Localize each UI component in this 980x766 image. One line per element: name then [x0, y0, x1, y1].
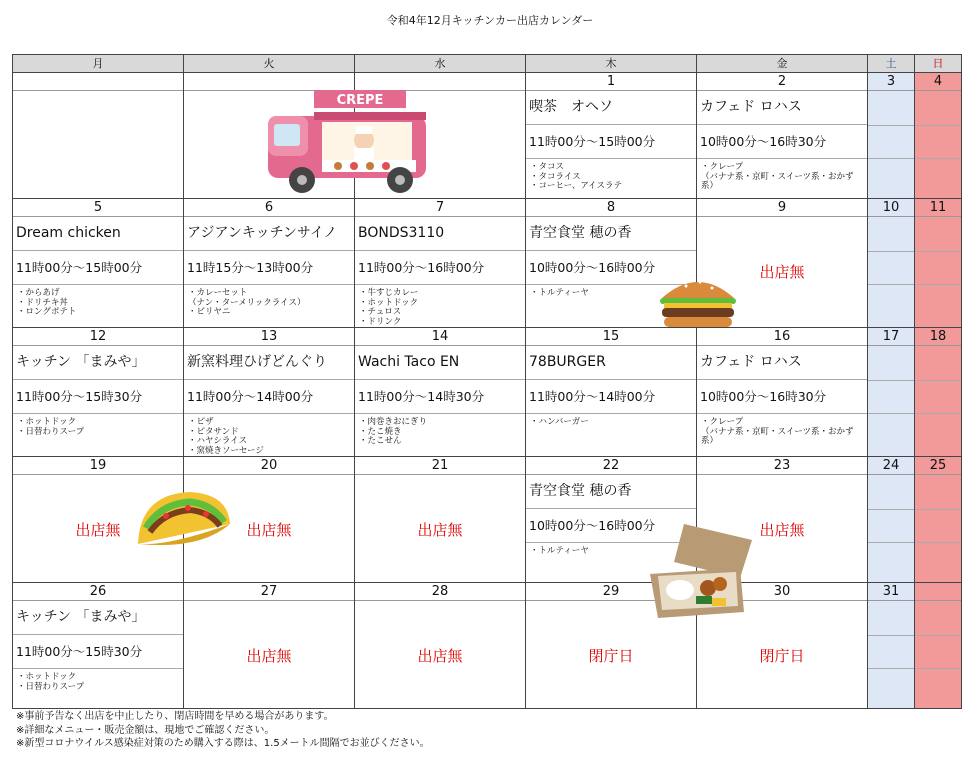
week-row [13, 328, 962, 457]
day-number: 10 [868, 199, 914, 217]
status-text: 出店無 [759, 263, 805, 281]
open-hours: 11時00分～16時00分 [355, 251, 525, 285]
open-hours: 11時00分～14時30分 [355, 380, 525, 414]
open-hours: 10時00分～16時00分 [526, 509, 696, 543]
day-cell [355, 583, 526, 709]
header-sun: 日 [915, 55, 962, 73]
open-hours: 10時00分～16時30分 [697, 125, 867, 159]
notes [16, 710, 430, 751]
status-text: 出店無 [75, 521, 121, 539]
shop-name: 新窯料理ひげどんぐり [184, 346, 354, 380]
day-cell [355, 328, 526, 457]
day-number: 29 [526, 583, 696, 601]
menu-list: ・ピザ ・ピタサンド ・ハヤシライス ・窯焼きソーセージ [188, 417, 264, 456]
menu-list: ・肉巻きおにぎり ・たこ焼き ・たこせん [359, 417, 428, 446]
day-cell [915, 583, 962, 709]
menu-list: ・カレーセット （ナン・ターメリックライス） ・ビリヤニ [188, 288, 306, 317]
day-number [13, 73, 183, 91]
hamburger-illustration [656, 272, 740, 330]
shop-name: 78BURGER [526, 346, 696, 380]
day-number: 15 [526, 328, 696, 346]
shop-name: 青空食堂 穂の香 [526, 217, 696, 251]
day-cell [355, 457, 526, 583]
day-cell [184, 199, 355, 328]
day-number: 8 [526, 199, 696, 217]
day-number: 11 [915, 199, 961, 217]
day-number: 14 [355, 328, 525, 346]
day-cell [868, 583, 915, 709]
day-number: 23 [697, 457, 867, 475]
menu-list: ・ホットドック ・日替わりスープ [17, 672, 85, 692]
day-number: 28 [355, 583, 525, 601]
menu-list: ・トルティーヤ [530, 546, 589, 556]
status-text: 出店無 [417, 521, 463, 539]
day-number: 18 [915, 328, 961, 346]
header-thu: 木 [526, 55, 697, 73]
day-number: 13 [184, 328, 354, 346]
shop-name: Dream chicken [13, 217, 183, 251]
day-cell [915, 457, 962, 583]
taco-illustration [130, 484, 236, 552]
open-hours: 10時00分～16時30分 [697, 380, 867, 414]
shop-name: BONDS3110 [355, 217, 525, 251]
menu-list: ・クレープ （バナナ系・京町・スイーツ系・おかず 系） [701, 162, 854, 191]
day-cell [355, 199, 526, 328]
day-cell [868, 73, 915, 199]
day-cell [915, 199, 962, 328]
day-cell [915, 328, 962, 457]
shop-name: カフェド ロハス [697, 346, 867, 380]
menu-list: ・トルティーヤ [530, 288, 589, 298]
day-number: 26 [13, 583, 183, 601]
open-hours: 11時00分～15時30分 [13, 380, 183, 414]
bento-illustration [644, 520, 758, 624]
day-cell [526, 73, 697, 199]
shop-name: 喫茶 オヘソ [526, 91, 696, 125]
menu-list: ・ホットドック ・日替わりスープ [17, 417, 85, 437]
day-cell [915, 73, 962, 199]
header-mon: 月 [13, 55, 184, 73]
status-text: 出店無 [246, 647, 292, 665]
day-cell [697, 73, 868, 199]
status-text: 出店無 [246, 521, 292, 539]
shop-name: カフェド ロハス [697, 91, 867, 125]
status-text: 出店無 [759, 521, 805, 539]
status-text: 出店無 [417, 647, 463, 665]
day-number: 24 [868, 457, 914, 475]
shop-name: 青空食堂 穂の香 [526, 475, 696, 509]
menu-list: ・からあげ ・ドリチキ丼 ・ロングポテト [17, 288, 77, 317]
open-hours: 10時00分～16時00分 [526, 251, 696, 285]
week-row [13, 199, 962, 328]
day-number: 3 [868, 73, 914, 91]
truck-sign-text: CREPE [336, 93, 384, 108]
day-number: 21 [355, 457, 525, 475]
week-row [13, 73, 962, 199]
day-cell [13, 583, 184, 709]
day-cell [868, 199, 915, 328]
day-number: 20 [184, 457, 354, 475]
menu-list: ・ハンバーガー [530, 417, 589, 427]
day-number: 1 [526, 73, 696, 91]
day-number: 25 [915, 457, 961, 475]
day-cell [868, 328, 915, 457]
crepe-truck-illustration [262, 88, 432, 196]
open-hours: 11時00分～15時00分 [526, 125, 696, 159]
status-text: 閉庁日 [759, 647, 805, 665]
day-number: 9 [697, 199, 867, 217]
open-hours: 11時00分～15時30分 [13, 635, 183, 669]
day-number: 4 [915, 73, 961, 91]
day-number: 7 [355, 199, 525, 217]
week-row [13, 583, 962, 709]
day-number: 22 [526, 457, 696, 475]
note-line: ※事前予告なく出店を中止したり、閉店時間を早める場合があります。 [16, 711, 334, 722]
day-cell [13, 199, 184, 328]
day-number: 19 [13, 457, 183, 475]
header-wed: 水 [355, 55, 526, 73]
day-number: 16 [697, 328, 867, 346]
shop-name: キッチン 「まみや」 [13, 346, 183, 380]
day-number: 12 [13, 328, 183, 346]
day-number: 6 [184, 199, 354, 217]
note-line: ※新型コロナウイルス感染症対策のため購入する際は、1.5メートル間隔でお並びください。 [16, 738, 430, 749]
shop-name: キッチン 「まみや」 [13, 601, 183, 635]
open-hours: 11時00分～15時00分 [13, 251, 183, 285]
open-hours: 11時00分～14時00分 [184, 380, 354, 414]
day-cell [184, 328, 355, 457]
day-cell [13, 328, 184, 457]
header-tue: 火 [184, 55, 355, 73]
day-cell [697, 328, 868, 457]
day-number: 27 [184, 583, 354, 601]
day-cell [526, 328, 697, 457]
menu-list: ・タコス ・タコライス ・コーヒー、アイスラテ [530, 162, 622, 191]
shop-name: Wachi Taco EN [355, 346, 525, 380]
open-hours: 11時00分～14時00分 [526, 380, 696, 414]
day-cell [184, 583, 355, 709]
weekday-header-row [13, 55, 962, 73]
day-cell [13, 73, 184, 199]
menu-list: ・クレープ （バナナ系・京町・スイーツ系・おかず 系） [701, 417, 854, 446]
day-number: 5 [13, 199, 183, 217]
day-number: 17 [868, 328, 914, 346]
calendar-title: 令和4年12月キッチンカー出店カレンダー [386, 14, 594, 27]
calendar-grid [12, 54, 962, 709]
menu-list: ・牛すじカレー ・ホットドック ・チュロス ・ドリンク [359, 288, 419, 327]
status-text: 閉庁日 [588, 647, 634, 665]
header-sat: 土 [868, 55, 915, 73]
day-cell [868, 457, 915, 583]
day-number: 30 [697, 583, 867, 601]
day-number: 31 [868, 583, 914, 601]
header-fri: 金 [697, 55, 868, 73]
open-hours: 11時15分～13時00分 [184, 251, 354, 285]
day-number: 2 [697, 73, 867, 91]
shop-name: アジアンキッチンサイノ [184, 217, 354, 251]
note-line: ※詳細なメニュー・販売金額は、現地でご確認ください。 [16, 724, 275, 736]
day-number [915, 583, 961, 601]
